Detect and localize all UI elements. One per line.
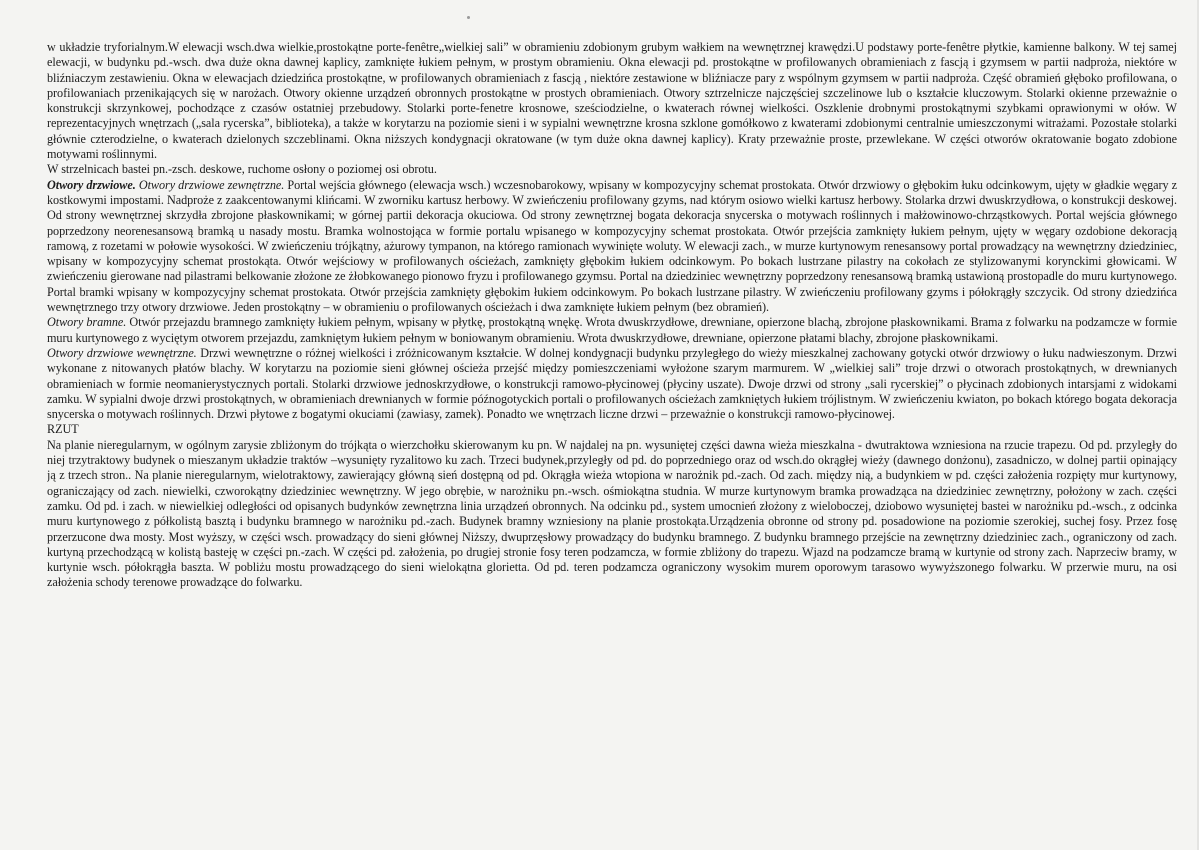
loophole-paragraph: W strzelnicach bastei pn.-zsch. deskowe, ruchome osłony o poziomej osi obrotu. — [47, 162, 437, 177]
document-page — [47, 40, 1177, 830]
door-openings-paragraph — [47, 178, 1177, 316]
scan-speck — [467, 16, 470, 19]
exterior-doors-text: Portal wejścia głównego (elewacja wsch.) wczesnobarokowy, wpisany w kompozycyjny schemat prostokata. Otwór drzwiowy o głębokim łuku odcinkowym, ujęty w gładkie węgary z kostkowymi impostami. Nadproże z zaakcentowanymi klińcami. W zworniku kartusz herbowy. W zwieńczeniu profilowany gzyms, nad którym osiowo wielki kartusz herbowy. Stolarka drzwi dwuskrzydłowa, o konstrukcji deskowej. Od strony wewnętrznej skrzydła zbrojone płaskownikami; w górnej partii dekoracja okuciowa. Od strony zewnętrznej bogata dekoracja snycerska o motywach roślinnych i małżowinowo-chrząstkowych. Portal wejścia głównego poprzedzony neorenesansową bramką u nasady mostu. Bramka wolnostojąca w formie portalu wpisanego w kompozycyjny schemat prostokata. Otwór przejścia zamknięty łukiem pełnym, ujęty w węgary ozdobione dekoracją ramową, z rozetami w połowie wysokości. W zwieńczeniu trójkątny, ażurowy tympanon, na którego ramionach wywinięte woluty. W elewacji zach., w murze kurtynowym renesansowy portal prowadzący na wewnętrzny dziedziniec, wpisany w kompozycyjny schemat prostokąta. Otwór wejściowy w profilowanych ościeżach, zamknięty głębokim łukiem odcinkowym. Po bokach lustrzane pilastry na cokołach ze stylizowanymi korynckimi głowicami. W zwieńczeniu gierowane nad pilastrami belkowanie złożone ze żłobkowanego pionowo fryzu i profilowanego gzymsu. Portal na dziedziniec wewnętrzny poprzedzony renesansową bramką ustawioną prostopadle do muru kurtynowego. Portal bramki wpisany w kompozycyjny schemat prostokata. Otwór przejścia zamknięty głębokim łukiem odcinkowym. Po bokach lustrzane pilastry. W zwieńczeniu profilowany gzyms i półokrągły szczycik. Od strony dziedzińca wewnętrznego trzy otwory drzwiowe. Jeden prostokątny – w obramieniu o profilowanych ościeżach i dwa zamknięte łukiem pełnym (bez obramień). — [47, 177, 1177, 315]
plan-paragraph: Na planie nieregularnym, w ogólnym zarysie zbliżonym do trójkąta o wierzchołku skierowanym ku pn. W najdalej na pn. wysuniętej części dawna wieża mieszkalna - dwutraktowa wzniesiona na rzucie trapezu. Od pd. przyległy do niej trzytraktowy budynek o mieszanym układzie traktów –wysunięty ryzalitowo ku zach. Trzeci budynek,przyległy od pd. do poprzedniego oraz od wsch.do okrągłej wieży (dawnego donżonu), zasadniczo, w dolnej partii opinający ją z trzech stron.. Na planie nieregularnym, wielotraktowy, zawierający główną sień dostępną od pd. Okrągła wieża wtopiona w narożnik pd.-zach. Od zach. między nią, a budynkiem w pd. części założenia rozpięty mur kurtynowy, ograniczający od zach. niewielki, czworokątny dziedziniec wewnętrzny. W jego obrębie, w narożniku pn.-wsch. ośmiokątna studnia. W murze kurtynowym bramka prowadząca na dziedziniec zewnętrzny, położony w zach. części zamku. Od pd. i zach. w niewielkiej odległości od opisanych budynków zewnętrzna linia urządzeń obronnych. Na odcinku pd., system umocnień złożony z wieloboczej, dziobowo wysuniętej bastei w narożniku pd.-wsch., z odcinka muru kurtynowego z półkolistą basztą i budynku bramnego w narożniku pd.-zach. Budynek bramny wzniesiony na planie prostokąta.Urządzenia obronne od strony pd. posadowione na poziomie szerokiej, suchej fosy. Przez fosę przerzucone dwa mosty. Most wyższy, w części wsch. prowadzący do sieni głównej Niższy, dwuprzęsłowy prowadzący do budynku bramnego. Z budynku bramnego przejście na zewnętrzny dziedziniec zach., ograniczony od zach. kurtyną przechodzącą w kolistą basteję w części pn.-zach. W części pd. założenia, po drugiej stronie fosy teren podzamcza, w formie zbliżony do trapezu. Wjazd na podzamcze bramą w kurtynie od strony zach. Naprzeciw bramy, w kurtynie wsch. półokrągła baszta. W pobliżu mostu prowadzącego do sieni wielokątna glorietta. Od pd. teren podzamcza ograniczony wysokim murem oporowym tarasowo wywyższonego folwarku. W przerwie muru, na osi założenia schody terenowe prowadzące do folwarku. — [47, 437, 1177, 590]
windows-paragraph: w układzie tryforialnym.W elewacji wsch.dwa wielkie,prostokątne porte-fenêtre„wielkiej sali” w obramieniu zdobionym grubym wałkiem na wewnętrznej krawędzi.U podstawy porte-fenêtre płytkie, kamienne balkony. W tej samej elewacji, w budynku pd.-wsch. dwa duże okna dawnej kaplicy, zamknięte łukiem pełnym, w prostym obramieniu. Okna elewacji pd. prostokątne w profilowanych obramieniach z fascją i gzymsem w partii nadproża, niektóre w bliźniaczym zestawieniu. Okna w elewacjach dziedzińca prostokątne, w profilowanych obramieniach z fascją , niektóre zestawione w bliźniacze pary z wspólnym gzymsem w partii nadproża. Część obramień głęboko profilowana, o profilowaniach przenikających się w narożach. Otwory okienne urządzeń obronnych prostokątne w prostych obramieniach. Otwory sztrzelnicze najczęściej szczelinowe lub o kształcie kluczowym. Stolarki okienne przeważnie o konstrukcji skrzynkowej, pochodzące z czasów ostatniej przebudowy. Stolarki porte-fenetre krosnowe, sześciodzielne, o kwaterach równej wielkości. Oszklenie drobnymi prostokątnymi szybkami oprawionymi w ołów. W reprezentacyjnych wnętrzach („sala rycerska”, biblioteka), a także w korytarzu na poziomie sieni i w sypialni wewnętrzne krosna szklone gomółkowo z kwaterami zdobionymi centralnie umieszczonymi witrażami. Pozostałe stolarki głównie czterodzielne, o kwaterach dzielonych szczeblinami. Okna niższych kondygnacji okratowane (w tym duże okna dawnej kaplicy). Kraty przeważnie proste, przewlekane. W części otworów okratowanie bogato zdobione motywami roślinnymi. — [47, 40, 1177, 162]
interior-doors-text: Drzwi wewnętrzne o różnej wielkości i zróżnicowanym kształcie. W dolnej kondygnacji budynku przyległego do wieży mieszkalnej zachowany gotycki otwór drzwiowy o łuku nadwieszonym. Drzwi wykonane z nitowanych płatów blachy. W korytarzu na poziomie sieni głównej ościeża przejść między pomieszczeniami wyłożone szarym marmurem. W „wielkiej sali” troje drzwi o otworach prostokątnych, w drewnianych obramieniach w formie neomanierystycznych portali. Stolarki drzwiowe jednoskrzydłowe, o konstrukcji ramowo-płycinowej (płyciny uszate). Dwoje drzwi od strony „sali rycerskiej” o płycinach zdobionych intarsjami z widokami zamku. W sypialni dwoje drzwi prostokątnych, w obramieniach drewnianych w formie późnogotyckich portali o profilowanych ościeżach zamkniętych łukiem trójlistnym. W zwieńczeniu kwiaton, po bokach którego bogata dekoracja snycerska o motywach roślinnych. Drzwi płytowe z bogatymi okuciami (zawiasy, zamek). Ponadto we wnętrzach liczne drzwi – przeważnie o konstrukcji ramowo-płycinowej. — [47, 345, 1177, 422]
interior-doors-paragraph — [47, 346, 1177, 422]
door-openings-heading: Otwory drzwiowe. — [47, 177, 136, 192]
plan-section-title: RZUT — [47, 422, 79, 437]
gate-openings-text: Otwór przejazdu bramnego zamknięty łukiem pełnym, wpisany w płytkę, prostokątną wnękę. Wrota dwuskrzydłowe, drewniane, opierzone blachą, zbrojone płaskownikami. Brama z folwarku na podzamcze w formie muru kurtynowego z wyciętym otworem przejazdu, zamkniętym łukiem pełnym w boniowanym obramieniu. Wrota dwuskrzydłowe, drewniane, opierzone płatami blachy, zbrojone płaskownikami. — [47, 315, 1177, 345]
interior-doors-heading: Otwory drzwiowe wewnętrzne. — [47, 345, 197, 360]
gate-openings-paragraph — [47, 315, 1177, 346]
gate-openings-heading: Otwory bramne. — [47, 315, 127, 330]
exterior-doors-subheading: Otwory drzwiowe zewnętrzne. — [138, 177, 285, 192]
